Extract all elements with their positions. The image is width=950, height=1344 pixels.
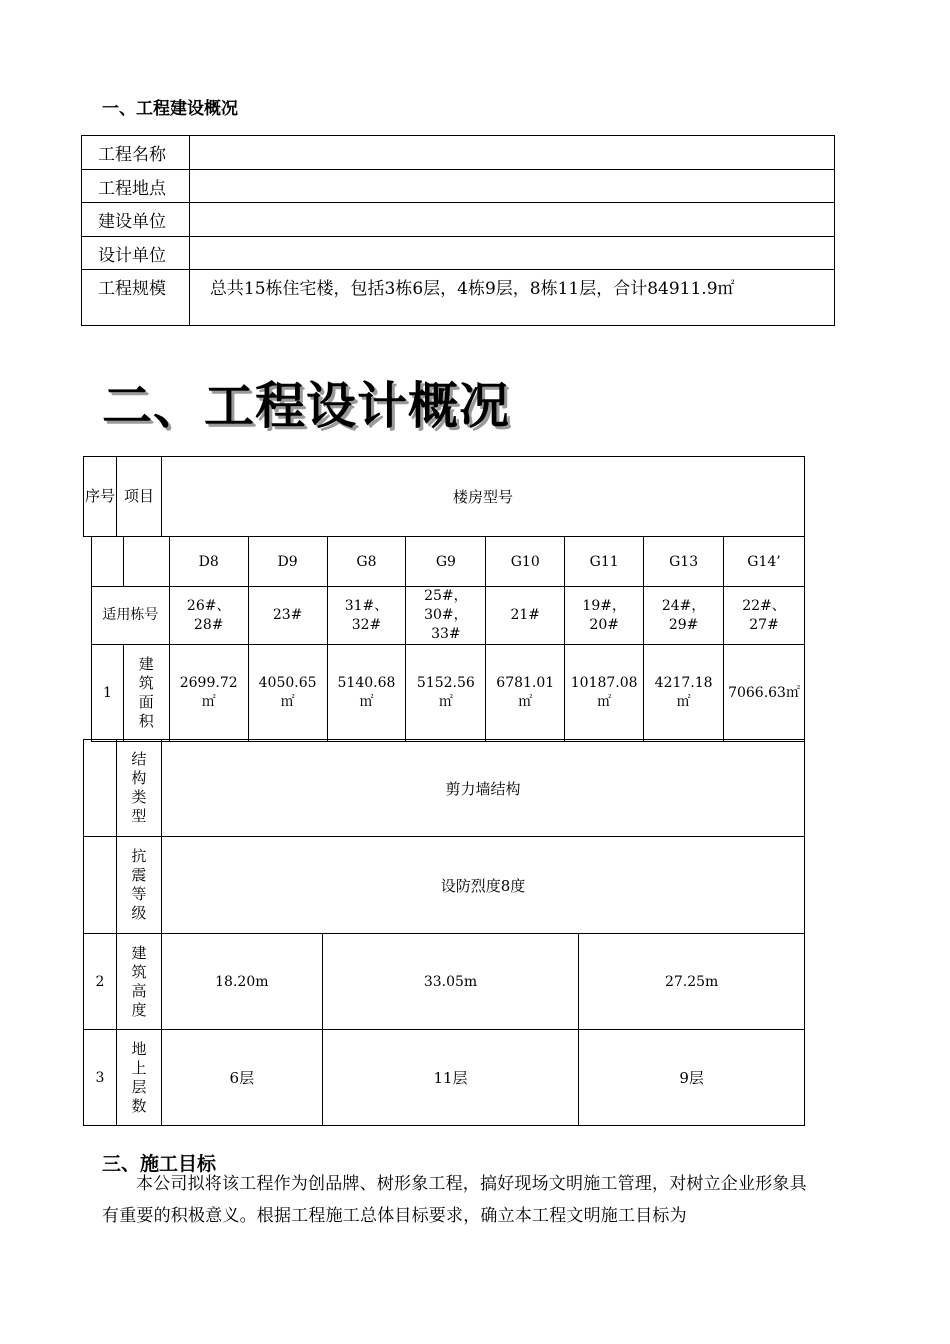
area-d8: 2699.72㎡ [179, 675, 238, 710]
row3-seq: 3 [84, 1030, 117, 1126]
table-row [82, 270, 835, 326]
value-construction-unit [189, 203, 834, 237]
row1-seq: 1 [92, 645, 124, 742]
table-cell [327, 587, 406, 645]
header-seq: 序号 [84, 457, 117, 537]
table-cell [644, 587, 724, 645]
label-project-name: 工程名称 [82, 136, 190, 170]
area-d9: 4050.65㎡ [258, 675, 317, 710]
value-design-unit [189, 237, 834, 270]
table-row [82, 237, 835, 270]
model-d8: D8 [169, 537, 248, 587]
table-cell [327, 645, 406, 742]
buildings-d8: 26#、28# [186, 597, 231, 633]
area-g14: 7066.63㎡ [728, 684, 800, 701]
height-label: 建筑高度 [131, 943, 147, 1019]
table-row [84, 1030, 805, 1126]
area-label-cell [123, 645, 169, 742]
model-g13: G13 [644, 537, 724, 587]
model-g14: G14’ [724, 537, 805, 587]
table-cell [486, 587, 565, 645]
table-cell [248, 645, 327, 742]
section1-heading: 一、工程建设概况 [102, 99, 238, 119]
model-g11: G11 [565, 537, 644, 587]
table-row [84, 457, 805, 537]
table-row [84, 837, 805, 934]
model-g10: G10 [486, 537, 565, 587]
buildings-label: 适用栋号 [102, 607, 159, 623]
blank-cell [92, 537, 124, 587]
area-g9: 5152.56㎡ [416, 675, 475, 710]
table-cell [406, 587, 486, 645]
table-cell [724, 587, 805, 645]
section2-heading: 二、工程设计概况 [102, 377, 510, 435]
structure-value: 剪力墙结构 [161, 740, 804, 837]
table-row [82, 136, 835, 170]
table-row [84, 934, 805, 1030]
table-cell [169, 587, 248, 645]
floors-9: 9层 [579, 1030, 805, 1126]
value-project-location [189, 170, 834, 203]
project-overview-table [81, 135, 835, 326]
label-project-location: 工程地点 [82, 170, 190, 203]
table-cell [565, 587, 644, 645]
structure-label: 结构类型 [131, 750, 147, 825]
table-cell [248, 587, 327, 645]
value-project-scale: 总共15栋住宅楼，包括3栋6层，4栋9层，8栋11层，合计84911.9㎡ [189, 270, 834, 326]
label-construction-unit: 建设单位 [82, 203, 190, 237]
header-models: 楼房型号 [161, 457, 804, 537]
header-item: 项目 [116, 457, 161, 537]
table-row [82, 170, 835, 203]
seismic-label-cell [116, 837, 161, 934]
label-project-scale: 工程规模 [82, 270, 190, 326]
table-row [92, 587, 805, 645]
height-6-floor: 18.20m [161, 934, 322, 1030]
section3-paragraph: 本公司拟将该工程作为创品牌、树形象工程，搞好现场文明施工管理，对树立企业形象具有重要的积极意义。根据工程施工总体目标要求，确立本工程文明施工目标为 [102, 1174, 807, 1226]
buildings-g14: 22#、27# [742, 597, 786, 633]
value-project-name [189, 136, 834, 170]
design-header-table [83, 456, 805, 537]
height-11-floor: 33.05m [322, 934, 579, 1030]
structure-label-cell [116, 740, 161, 837]
buildings-g11: 19#，20# [582, 597, 626, 633]
model-details-table [91, 536, 805, 742]
buildings-g9: 25#，30#，33# [424, 588, 468, 642]
table-cell [486, 645, 565, 742]
area-g11: 10187.08㎡ [570, 675, 638, 710]
blank-cell [84, 837, 117, 934]
buildings-g10: 21# [510, 607, 541, 623]
area-label: 建筑面积 [138, 655, 154, 730]
table-row [84, 740, 805, 837]
floors-11: 11层 [322, 1030, 579, 1126]
buildings-d9: 23# [272, 607, 303, 623]
table-cell [724, 645, 805, 742]
height-floors-table [83, 933, 805, 1126]
floors-label: 地上层数 [131, 1039, 147, 1115]
table-row [92, 645, 805, 742]
blank-cell [123, 537, 169, 587]
table-row [92, 537, 805, 587]
blank-cell [84, 740, 117, 837]
height-label-cell [116, 934, 161, 1030]
model-g9: G9 [406, 537, 486, 587]
seismic-label: 抗震等级 [131, 847, 147, 922]
buildings-label-cell [92, 587, 170, 645]
table-row [82, 203, 835, 237]
area-g10: 6781.01㎡ [496, 675, 555, 710]
floors-label-cell [116, 1030, 161, 1126]
section3-heading: 三、施工目标 [102, 1153, 217, 1175]
height-9-floor: 27.25m [579, 934, 805, 1030]
seismic-value: 设防烈度8度 [161, 837, 804, 934]
structure-table [83, 739, 805, 934]
floors-6: 6层 [161, 1030, 322, 1126]
area-g13: 4217.18㎡ [654, 675, 713, 710]
row2-seq: 2 [84, 934, 117, 1030]
label-design-unit: 设计单位 [82, 237, 190, 270]
table-cell [406, 645, 486, 742]
model-g8: G8 [327, 537, 406, 587]
buildings-g13: 24#，29# [661, 597, 706, 633]
table-cell [169, 645, 248, 742]
table-cell [565, 645, 644, 742]
model-d9: D9 [248, 537, 327, 587]
table-cell [644, 645, 724, 742]
buildings-g8: 31#、32# [344, 597, 389, 633]
area-g8: 5140.68㎡ [337, 675, 396, 710]
